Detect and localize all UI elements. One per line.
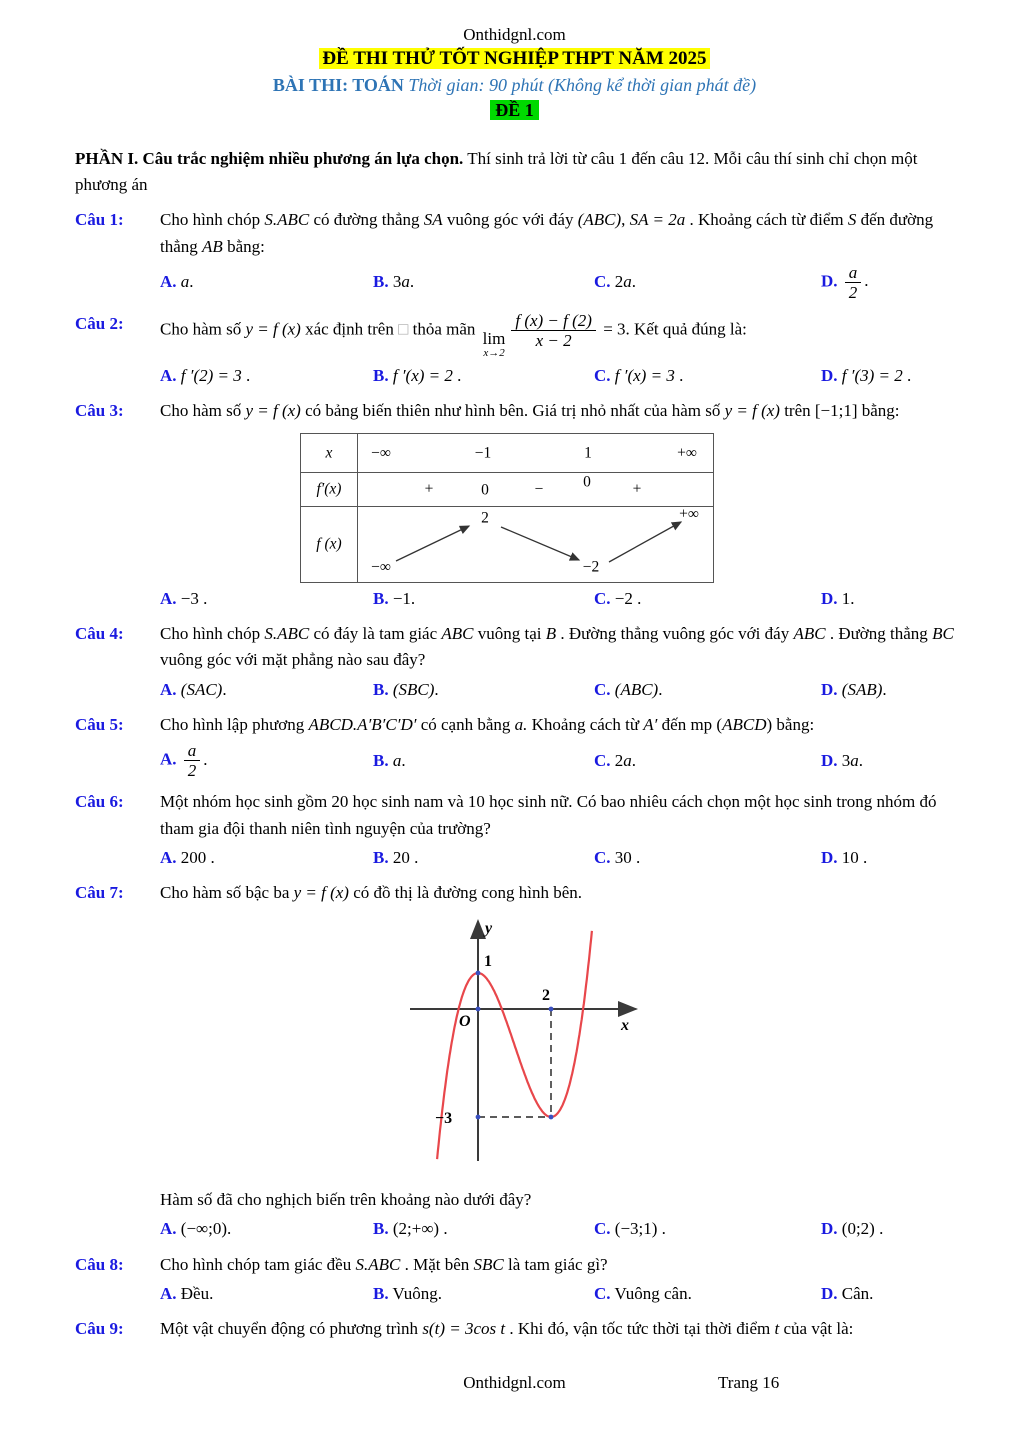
option-c [594, 748, 821, 774]
option-c [594, 1281, 821, 1307]
option-letter: C. [594, 750, 611, 770]
sign-value: + [632, 479, 642, 497]
option-a [160, 363, 373, 389]
option-letter: B. [373, 272, 389, 292]
option-letter: B. [373, 679, 389, 699]
option-letter: C. [594, 1219, 611, 1239]
question-6-number: Câu 6: [75, 792, 124, 812]
part1-heading: PHẦN I. Câu trắc nghiệm nhiều phương án lựa chọn. [75, 148, 464, 168]
option-text: 2a. [614, 272, 637, 292]
option-text: (2;+∞) . [392, 1219, 448, 1239]
option-letter: A. [160, 1219, 177, 1239]
question-9 [75, 1316, 954, 1342]
option-text: Vuông. [392, 1284, 443, 1304]
option-letter: D. [821, 1284, 838, 1304]
question-5 [75, 712, 954, 780]
site-name: Onthidgnl.com [463, 25, 566, 44]
option-c [594, 363, 821, 389]
option-letter: D. [821, 847, 838, 867]
question-7-number: Câu 7: [75, 883, 124, 903]
option-c [594, 586, 821, 612]
f-value-start: −∞ [371, 557, 391, 575]
question-7-text: Cho hàm số bậc ba y = f (x) có đồ thị là đường cong hình bên. [160, 883, 582, 903]
question-2-options [160, 363, 954, 389]
option-b [373, 363, 594, 389]
question-9-text: Một vật chuyển động có phương trình s(t) = 3cos t . Khi đó, vận tốc tức thời tại thời điểm t của vật là: [160, 1319, 854, 1339]
option-letter: A. [160, 1284, 177, 1304]
page-footer [75, 1370, 954, 1396]
option-d [821, 748, 954, 774]
option-letter: C. [594, 272, 611, 292]
question-7-options [160, 1216, 954, 1242]
f-value-end: +∞ [679, 504, 699, 522]
option-a [160, 586, 373, 612]
option-a [160, 741, 373, 780]
option-c [594, 677, 821, 703]
option-letter: A. [160, 749, 177, 769]
option-c [594, 1216, 821, 1242]
option-text: −3 . [180, 588, 208, 608]
option-letter: B. [373, 588, 389, 608]
option-text: $\frac{a}{2}$ . [181, 750, 208, 769]
question-3-text: Cho hàm số y = f (x) có bảng biến thiên như hình bên. Giá trị nhỏ nhất của hàm số y = f (x) trên [−1;1] bằng: [160, 401, 900, 421]
option-letter: B. [373, 365, 389, 385]
option-b [373, 1216, 594, 1242]
option-b [373, 269, 594, 295]
option-letter: D. [821, 365, 838, 385]
tick-label-minus3: −3 [435, 1109, 453, 1127]
option-letter: B. [373, 1284, 389, 1304]
option-letter: A. [160, 679, 177, 699]
question-1 [75, 207, 954, 302]
option-a [160, 845, 373, 871]
question-1-options [160, 263, 954, 302]
option-text: 3a. [392, 272, 415, 292]
point-local-min [549, 1114, 554, 1119]
option-letter: C. [594, 847, 611, 867]
exam-title: ĐỀ THI THỬ TỐT NGHIỆP THPT NĂM 2025 [319, 48, 709, 69]
option-text: (ABC). [614, 679, 663, 699]
cubic-curve [437, 931, 592, 1159]
option-text: 200 . [180, 847, 215, 867]
option-text: −2 . [614, 588, 642, 608]
option-letter: D. [821, 679, 838, 699]
variation-table [300, 433, 714, 583]
option-text: (0;2) . [841, 1219, 884, 1239]
question-7 [75, 880, 954, 1242]
option-b [373, 1281, 594, 1307]
tick-label-1: 1 [484, 952, 492, 970]
option-a [160, 269, 373, 295]
question-3-number: Câu 3: [75, 401, 124, 421]
option-c [594, 269, 821, 295]
option-text: (−3;1) . [614, 1219, 666, 1239]
question-5-options [160, 741, 954, 780]
option-letter: A. [160, 365, 177, 385]
option-letter: D. [821, 750, 838, 770]
option-text: a. [392, 750, 406, 770]
option-b [373, 748, 594, 774]
option-text: 2a. [614, 750, 637, 770]
option-text: Cân. [841, 1284, 874, 1304]
option-d [821, 1216, 954, 1242]
option-letter: B. [373, 847, 389, 867]
x-value: −1 [474, 443, 492, 461]
option-text: (SBC). [392, 679, 439, 699]
row-header-fprime: f′(x) [316, 479, 342, 497]
option-text: f ′(3) = 2 . [841, 365, 912, 385]
question-5-text: Cho hình lập phương ABCD.A′B′C′D′ có cạnh bằng a. Khoảng cách từ A′ đến mp (ABCD) bằng: [160, 714, 815, 734]
question-8-text: Cho hình chóp tam giác đều S.ABC . Mặt bên SBC là tam giác gì? [160, 1254, 608, 1274]
row-header-f: f (x) [316, 534, 342, 552]
option-text: Đều. [180, 1284, 214, 1304]
option-letter: A. [160, 847, 177, 867]
question-1-text: Cho hình chóp S.ABC có đường thẳng SA vuông góc với đáy (ABC), SA = 2a . Khoảng cách từ điểm S đến đường thẳng AB bằng: [160, 210, 934, 256]
question-7-subtext: Hàm số đã cho nghịch biến trên khoảng nào dưới đây? [160, 1190, 532, 1210]
question-1-number: Câu 1: [75, 210, 124, 230]
option-d [821, 363, 954, 389]
sign-value: − [534, 479, 544, 497]
x-axis-label: x [621, 1016, 629, 1034]
option-d [821, 1281, 954, 1307]
exam-duration: Thời gian: 90 phút (Không kể thời gian phát đề) [408, 74, 757, 95]
sign-value: + [424, 479, 434, 497]
option-letter: C. [594, 365, 611, 385]
option-text: 30 . [614, 847, 641, 867]
question-6 [75, 789, 954, 871]
option-text: f ′(x) = 2 . [392, 365, 462, 385]
question-5-number: Câu 5: [75, 714, 124, 734]
exam-subject: BÀI THI: TOÁN [272, 74, 404, 95]
option-text: Vuông cân. [614, 1284, 692, 1304]
option-text: 3a. [841, 750, 864, 770]
cubic-graph [388, 909, 678, 1174]
question-6-text: Một nhóm học sinh gồm 20 học sinh nam và 10 học sinh nữ. Có bao nhiêu cách chọn một học sinh trong nhóm đó tham gia đội thanh niên tình nguyện của trường? [160, 792, 937, 838]
f-value-max: 2 [481, 508, 489, 526]
point-x-2 [549, 1006, 554, 1011]
f-value-min: −2 [582, 557, 600, 575]
exam-code: ĐỀ 1 [490, 100, 539, 120]
option-d [821, 677, 954, 703]
page-header [75, 24, 954, 123]
question-4-number: Câu 4: [75, 623, 124, 643]
increase-arrow [609, 522, 681, 562]
exam-title-row [75, 47, 954, 72]
option-letter: D. [821, 1219, 838, 1239]
option-text: (SAB). [841, 679, 887, 699]
option-text: 1. [841, 588, 855, 608]
sign-value: 0 [583, 472, 591, 490]
option-letter: A. [160, 272, 177, 292]
question-4-text: Cho hình chóp S.ABC có đáy là tam giác ABC vuông tại B . Đường thẳng vuông góc với đáy ABC . Đường thẳng BC vuông góc với mặt phẳng nào sau đây? [160, 623, 954, 670]
option-letter: B. [373, 750, 389, 770]
option-b [373, 845, 594, 871]
option-a [160, 1216, 373, 1242]
part1-heading-paragraph [75, 146, 954, 199]
option-a [160, 677, 373, 703]
x-value: +∞ [677, 443, 697, 461]
option-text: $\frac{a}{2}$ . [842, 271, 869, 290]
question-8 [75, 1252, 954, 1308]
option-d [821, 586, 954, 612]
row-header-x: x [325, 443, 333, 461]
option-letter: C. [594, 588, 611, 608]
origin-label: O [459, 1012, 471, 1030]
cubic-graph-container [388, 909, 954, 1182]
point-local-max [476, 970, 481, 975]
question-8-number: Câu 8: [75, 1254, 124, 1274]
option-text: (SAC). [180, 679, 227, 699]
question-2-number: Câu 2: [75, 314, 124, 333]
option-text: 20 . [392, 847, 419, 867]
question-2 [75, 311, 954, 389]
point-origin [476, 1006, 481, 1011]
option-text: f ′(2) = 3 . [180, 365, 251, 385]
question-8-options [160, 1281, 954, 1307]
option-letter: D. [821, 271, 838, 291]
exam-subtitle-row [75, 74, 954, 97]
option-letter: C. [594, 679, 611, 699]
point-y-minus3 [476, 1114, 481, 1119]
x-value: −∞ [371, 443, 391, 461]
decrease-arrow [501, 527, 579, 560]
option-d [821, 263, 954, 302]
option-a [160, 1281, 373, 1307]
option-b [373, 677, 594, 703]
question-3-options [160, 586, 954, 612]
question-2-text: Cho hàm số y = f (x) xác định trên □ thỏa mãn lim x→2 $\frac{f (x) - f (2)}{x - 2}$ = 3. Kết quả đúng là: [160, 311, 747, 360]
question-4-options [160, 677, 954, 703]
option-letter: D. [821, 588, 838, 608]
option-text: f ′(x) = 3 . [614, 365, 684, 385]
option-text: −1. [392, 588, 416, 608]
option-c [594, 845, 821, 871]
footer-site: Onthidgnl.com [463, 1372, 566, 1392]
increase-arrow [396, 526, 469, 561]
option-d [821, 845, 954, 871]
tick-label-2: 2 [542, 986, 550, 1004]
option-text: 10 . [841, 847, 868, 867]
y-axis-label: y [485, 919, 493, 937]
question-9-number: Câu 9: [75, 1319, 124, 1339]
part1-instructions: Thí sinh trả lời từ câu 1 đến câu 12. Mỗi câu thí sinh chỉ chọn một phương án [75, 148, 918, 194]
option-b [373, 586, 594, 612]
sign-value: 0 [481, 480, 489, 498]
option-text: a. [180, 272, 194, 292]
question-4 [75, 621, 954, 703]
question-6-options [160, 845, 954, 871]
question-3 [75, 398, 954, 612]
exam-code-row [75, 99, 954, 122]
option-letter: C. [594, 1284, 611, 1304]
option-text: (−∞;0). [180, 1219, 232, 1239]
x-value: 1 [584, 443, 592, 461]
table-arrows [301, 434, 713, 582]
option-letter: A. [160, 588, 177, 608]
page-number: Trang 16 [718, 1372, 780, 1392]
option-letter: B. [373, 1219, 389, 1239]
